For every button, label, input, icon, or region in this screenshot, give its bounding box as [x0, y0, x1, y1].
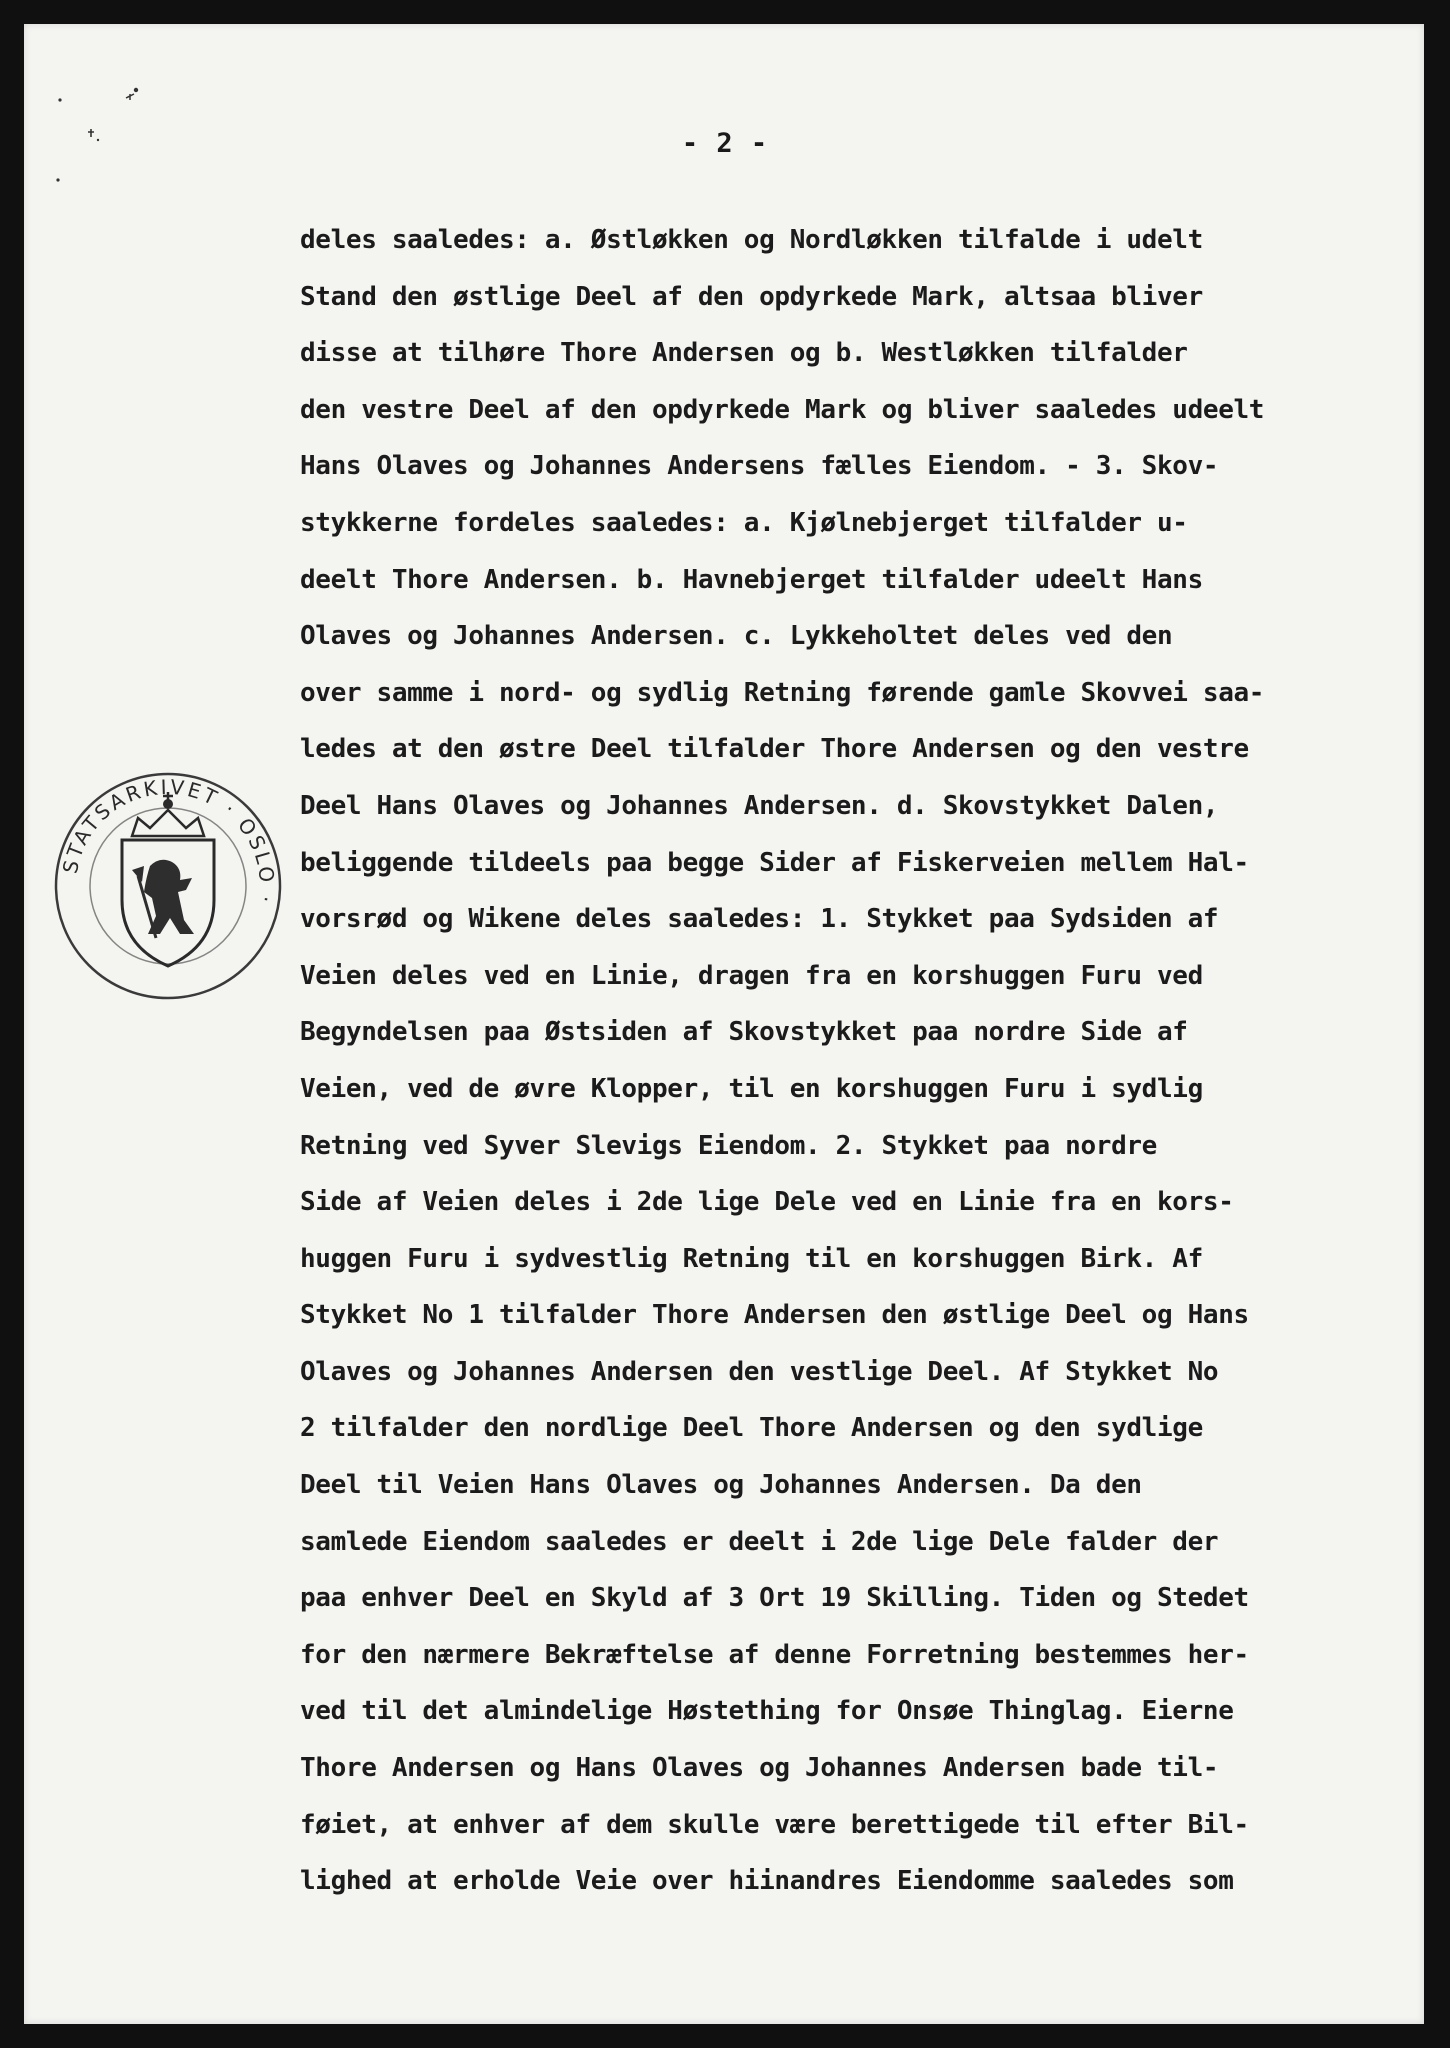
- text-line: Veien, ved de øvre Klopper, til en korshuggen Furu i sydlig: [300, 1073, 1203, 1104]
- text-line: ledes at den østre Deel tilfalder Thore Andersen og den vestre: [300, 734, 1249, 765]
- svg-text:STATSARKIVET · OSLO ·: STATSARKIVET · OSLO ·: [57, 774, 280, 908]
- text-line: stykkerne fordeles saaledes: a. Kjølnebjerget tilfalder u-: [300, 507, 1188, 538]
- text-line: disse at tilhøre Thore Andersen og b. Westløkken tilfalder: [300, 338, 1188, 369]
- text-line: Begyndelsen paa Østsiden af Skovstykket paa nordre Side af: [300, 1017, 1188, 1048]
- letter-body: [300, 212, 1420, 1910]
- text-line: deles saaledes: a. Østløkken og Nordløkken tilfalde i udelt: [300, 225, 1203, 255]
- text-line: ved til det almindelige Høstething for Onsøe Thinglag. Eierne: [300, 1696, 1234, 1727]
- text-line: Stykket No 1 tilfalder Thore Andersen den østlige Deel og Hans: [300, 1300, 1249, 1331]
- text-line: Stand den østlige Deel af den opdyrkede Mark, altsaa bliver: [300, 281, 1203, 312]
- text-line: den vestre Deel af den opdyrkede Mark og bliver saaledes udeelt: [300, 394, 1265, 425]
- text-line: Deel til Veien Hans Olaves og Johannes Andersen. Da den: [300, 1470, 1142, 1501]
- page-number: - 2 -: [681, 128, 769, 159]
- text-line: for den nærmere Bekræftelse af denne Forretning bestemmes her-: [300, 1639, 1249, 1670]
- text-line: Olaves og Johannes Andersen. c. Lykkeholtet deles ved den: [300, 621, 1173, 652]
- text-line: Hans Olaves og Johannes Andersens fælles Eiendom. - 3. Skov-: [300, 451, 1219, 482]
- text-line: over samme i nord- og sydlig Retning førende gamle Skovvei saa-: [300, 677, 1265, 708]
- text-line: 2 tilfalder den nordlige Deel Thore Andersen og den sydlige: [300, 1413, 1203, 1444]
- text-line: samlede Eiendom saaledes er deelt i 2de lige Dele falder der: [300, 1526, 1219, 1557]
- text-line: vorsrød og Wikene deles saaledes: 1. Stykket paa Sydsiden af: [300, 904, 1219, 935]
- text-line: Side af Veien deles i 2de lige Dele ved en Linie fra en kors-: [300, 1187, 1234, 1218]
- text-line: Deel Hans Olaves og Johannes Andersen. d. Skovstykket Dalen,: [300, 790, 1219, 821]
- text-line: huggen Furu i sydvestlig Retning til en korshuggen Birk. Af: [300, 1243, 1203, 1274]
- text-line: Olaves og Johannes Andersen den vestlige Deel. Af Stykket No: [300, 1356, 1219, 1387]
- text-line: paa enhver Deel en Skyld af 3 Ort 19 Skilling. Tiden og Stedet: [300, 1583, 1249, 1614]
- text-line: Veien deles ved en Linie, dragen fra en korshuggen Furu ved: [300, 960, 1203, 991]
- text-line: lighed at erholde Veie over hiinandres Eiendomme saaledes som: [300, 1866, 1234, 1897]
- text-line: deelt Thore Andersen. b. Havnebjerget tilfalder udeelt Hans: [300, 564, 1203, 595]
- text-line: beliggende tildeels paa begge Sider af Fiskerveien mellem Hal-: [300, 847, 1249, 878]
- text-line: Retning ved Syver Slevigs Eiendom. 2. Stykket paa nordre: [300, 1130, 1157, 1161]
- text-line: Thore Andersen og Hans Olaves og Johannes Andersen bade til-: [300, 1753, 1219, 1784]
- archive-stamp-seal: [52, 770, 284, 1002]
- text-line: føiet, at enhver af dem skulle være berettigede til efter Bil-: [300, 1809, 1249, 1840]
